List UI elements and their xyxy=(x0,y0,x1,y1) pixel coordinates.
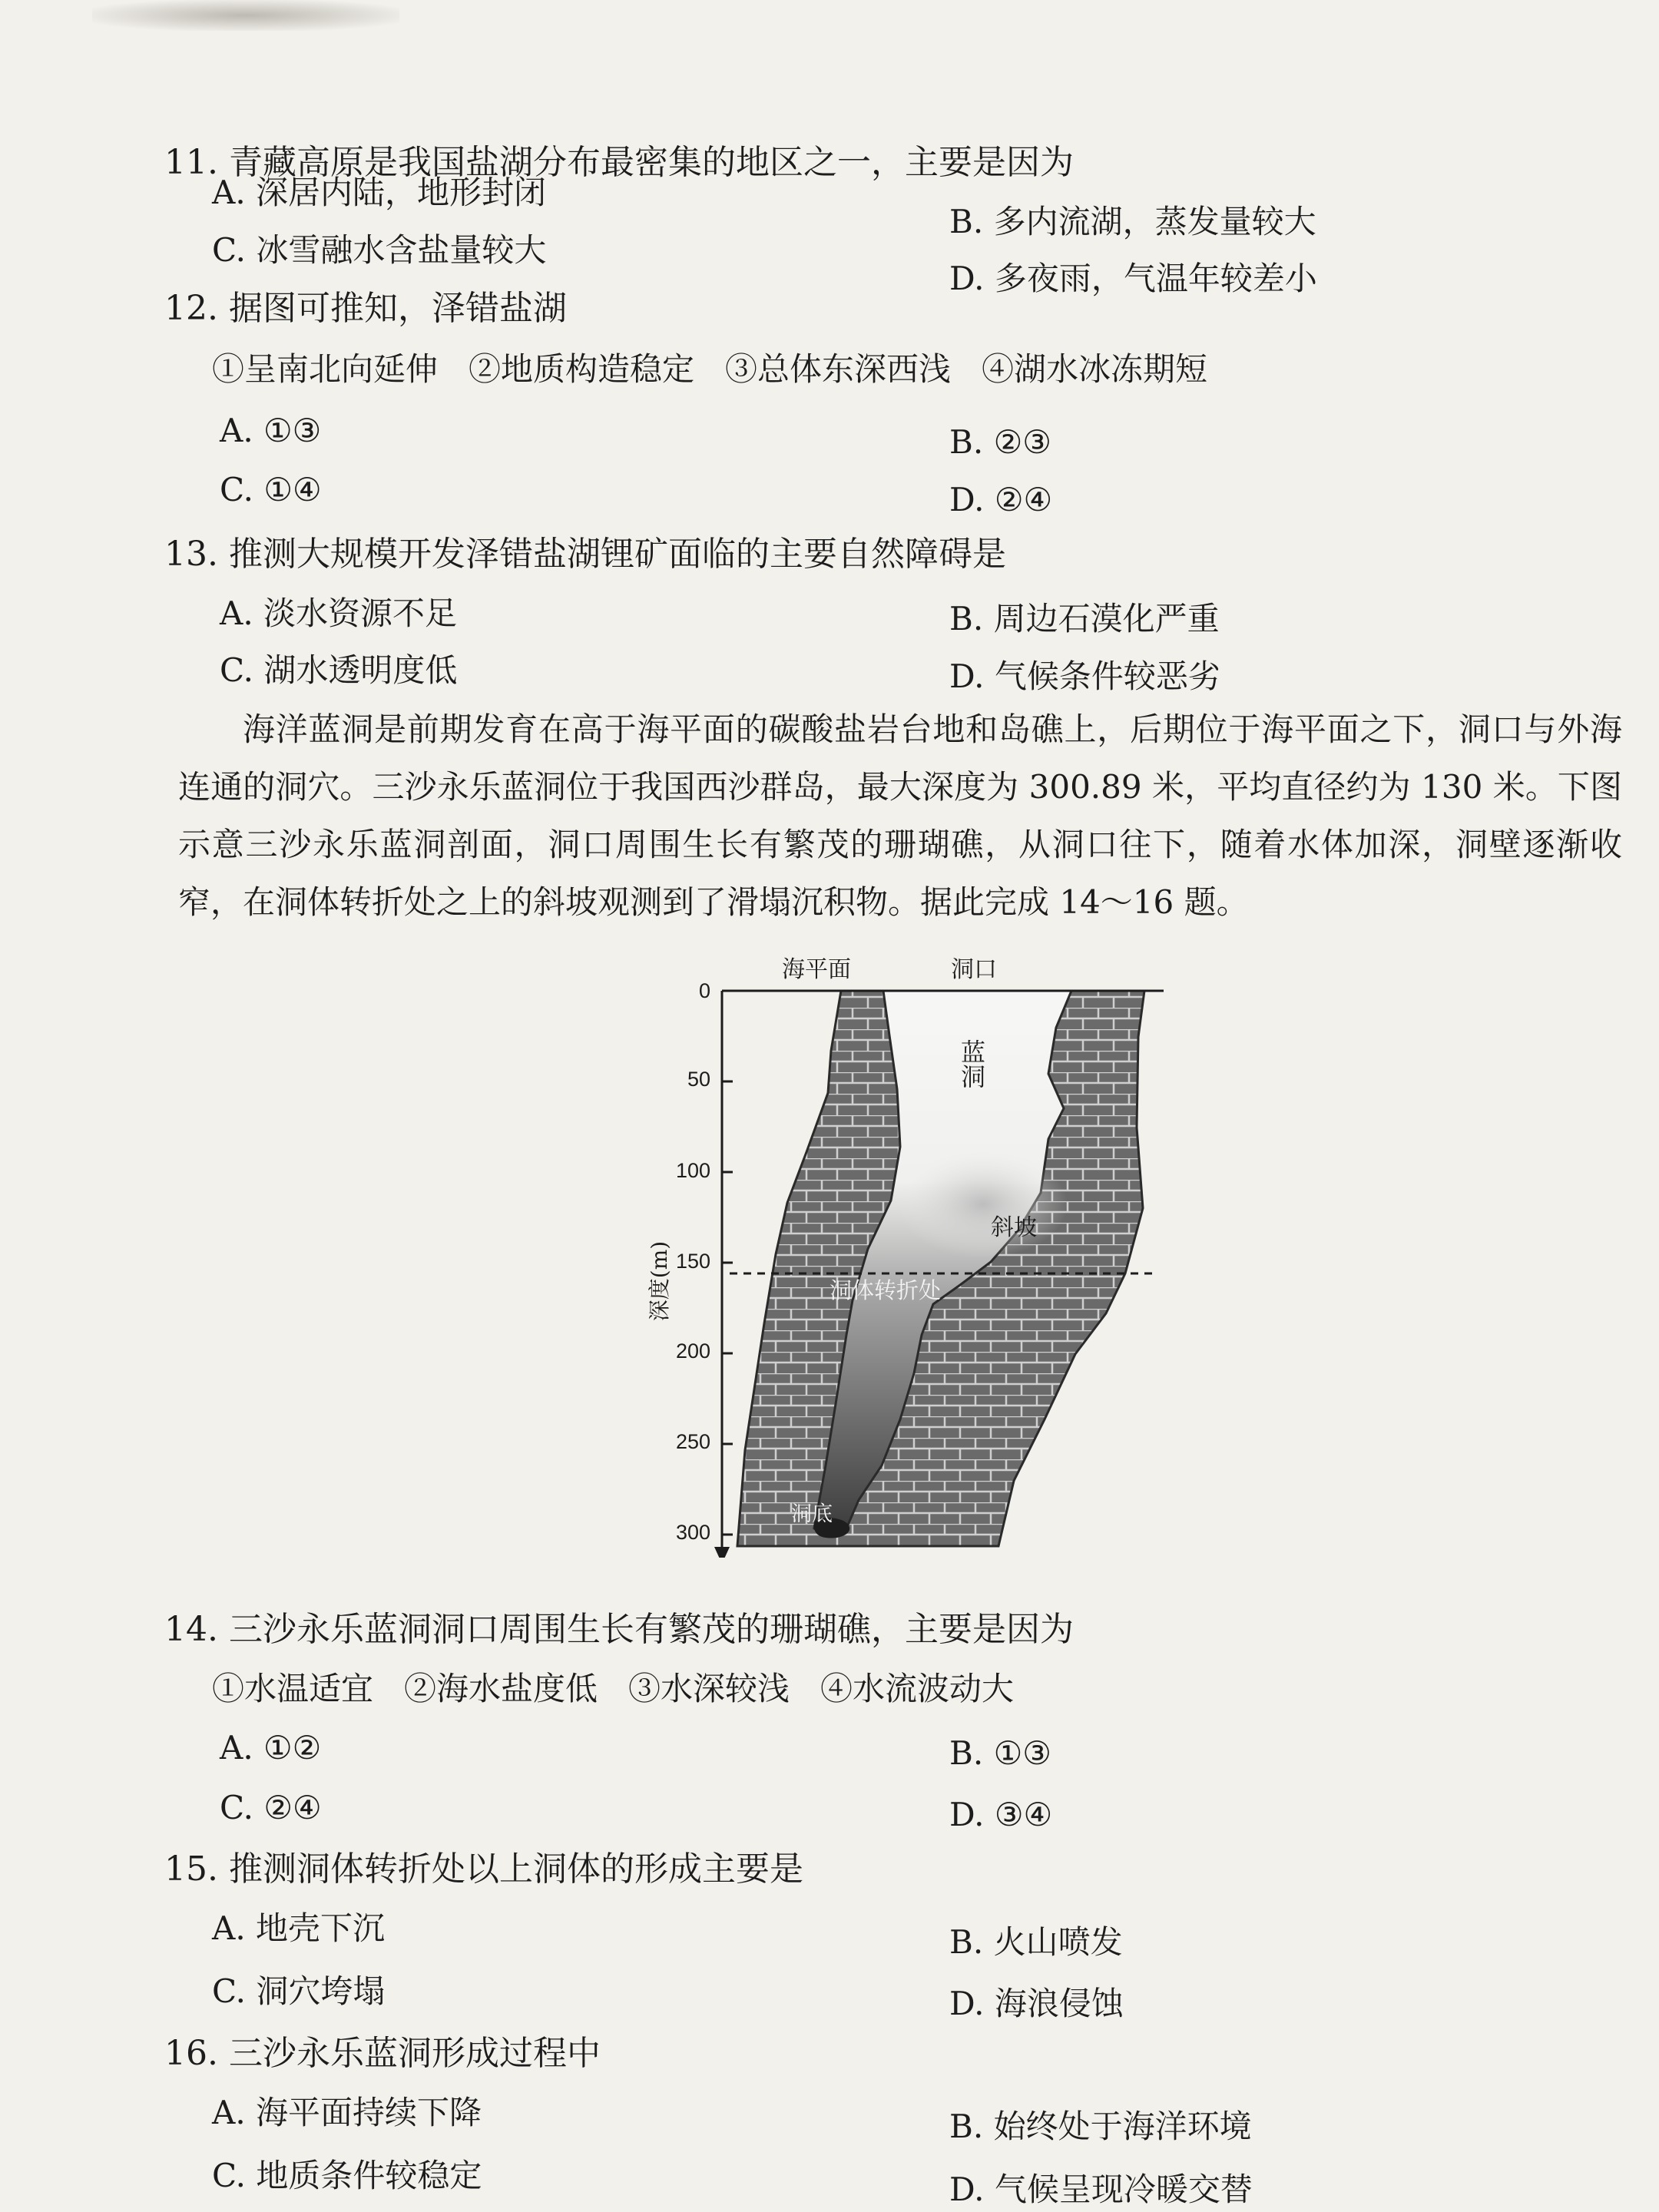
q14-statement-1: ①水温适宜 xyxy=(212,1670,374,1707)
passage-text: 海洋蓝洞是前期发育在高于海平面的碳酸盐岩台地和岛礁上，后期位于海平面之下，洞口与外海连通的洞穴。三沙永乐蓝洞位于我国西沙群岛，最大深度为 300.89 米，平均直径约为 130 米。下图示意三沙永乐蓝洞剖面，洞口周围生长有繁茂的珊瑚礁，从洞口往下，随着水体加深，洞壁逐渐收窄，在洞体转折处之上的斜坡观测到了滑塌沉积物。据此完成 14～16 题。 xyxy=(178,710,1622,921)
tick-label-250: 250 xyxy=(675,1430,710,1453)
turning-point-label: 洞体转折处 xyxy=(830,1277,942,1303)
q14-option-b[interactable]: B. ①③ xyxy=(949,1734,1051,1772)
tick-label-100: 100 xyxy=(675,1159,710,1182)
tick-label-300: 300 xyxy=(675,1521,710,1544)
q12-option-c[interactable]: C. ①④ xyxy=(220,471,322,508)
q13-option-b[interactable]: B. 周边石漠化严重 xyxy=(949,600,1220,637)
q13-option-d[interactable]: D. 气候条件较恶劣 xyxy=(949,657,1220,695)
q12-option-b[interactable]: B. ②③ xyxy=(949,423,1051,461)
slope-label: 斜坡 xyxy=(991,1214,1037,1241)
q14-option-d[interactable]: D. ③④ xyxy=(949,1796,1053,1833)
question-12-title: 12. 据图可推知，泽错盐湖 xyxy=(164,289,567,328)
q14-option-a[interactable]: A. ①② xyxy=(220,1729,322,1767)
q14-statements xyxy=(212,1670,1045,1707)
q15-option-c[interactable]: C. 洞穴垮塌 xyxy=(212,1972,386,2010)
q14-statement-4: ④水流波动大 xyxy=(820,1670,1015,1707)
q12-statement-3: ③总体东深西浅 xyxy=(725,350,952,388)
q12-statement-2: ②地质构造稳定 xyxy=(469,350,695,388)
q16-option-b[interactable]: B. 始终处于海洋环境 xyxy=(949,2108,1252,2145)
tick-label-150: 150 xyxy=(675,1250,710,1273)
tick-label-50: 50 xyxy=(687,1068,710,1091)
depth-axis-label: 深度(m) xyxy=(647,1240,672,1322)
q13-option-c[interactable]: C. 湖水透明度低 xyxy=(220,651,458,689)
q15-option-b[interactable]: B. 火山喷发 xyxy=(949,1923,1123,1961)
q12-statement-4: ④湖水冰冻期短 xyxy=(982,350,1208,388)
q16-option-c[interactable]: C. 地质条件较稳定 xyxy=(212,2157,482,2194)
q15-option-a[interactable]: A. 地壳下沉 xyxy=(212,1909,386,1947)
hole-mouth-label: 洞口 xyxy=(951,956,997,983)
q14-statement-2: ②海水盐度低 xyxy=(404,1670,598,1707)
q12-statement-1: ①呈南北向延伸 xyxy=(212,350,439,388)
q16-option-a[interactable]: A. 海平面持续下降 xyxy=(212,2094,482,2131)
question-16-title: 16. 三沙永乐蓝洞形成过程中 xyxy=(164,2034,601,2073)
q12-option-d[interactable]: D. ②④ xyxy=(949,481,1053,518)
question-13-title: 13. 推测大规模开发泽错盐湖锂矿面临的主要自然障碍是 xyxy=(164,535,1006,574)
q12-option-a[interactable]: A. ①③ xyxy=(220,412,322,449)
scan-smudge xyxy=(92,0,399,31)
blue-hole-label: 蓝洞 xyxy=(957,1039,986,1088)
q14-statement-3: ③水深较浅 xyxy=(628,1670,790,1707)
question-11-title: 11. 青藏高原是我国盐湖分布最密集的地区之一，主要是因为 xyxy=(164,143,1074,182)
q15-option-d[interactable]: D. 海浪侵蚀 xyxy=(949,1985,1124,2022)
tick-label-0: 0 xyxy=(698,979,710,1002)
tick-label-200: 200 xyxy=(675,1339,710,1363)
q11-option-a[interactable]: A. 深居内陆，地形封闭 xyxy=(212,174,547,211)
q11-option-b[interactable]: B. 多内流湖，蒸发量较大 xyxy=(949,203,1316,240)
q12-statements xyxy=(212,350,1238,388)
q11-option-c[interactable]: C. 冰雪融水含盐量较大 xyxy=(212,231,547,269)
hole-bottom-label: 洞底 xyxy=(791,1502,833,1526)
depth-tick-marks xyxy=(722,991,733,1535)
depth-axis-arrow xyxy=(714,1547,730,1558)
sea-level-label: 海平面 xyxy=(782,956,851,983)
q16-option-d[interactable]: D. 气候呈现冷暖交替 xyxy=(949,2171,1253,2208)
q14-option-c[interactable]: C. ②④ xyxy=(220,1789,322,1826)
q13-option-a[interactable]: A. 淡水资源不足 xyxy=(220,594,458,632)
question-14-title: 14. 三沙永乐蓝洞洞口周围生长有繁茂的珊瑚礁，主要是因为 xyxy=(164,1610,1074,1649)
question-15-title: 15. 推测洞体转折处以上洞体的形成主要是 xyxy=(164,1849,803,1889)
slope-speckle xyxy=(899,1151,1068,1258)
q11-option-d[interactable]: D. 多夜雨，气温年较差小 xyxy=(949,260,1317,297)
blue-hole-profile-figure xyxy=(630,943,1167,1558)
